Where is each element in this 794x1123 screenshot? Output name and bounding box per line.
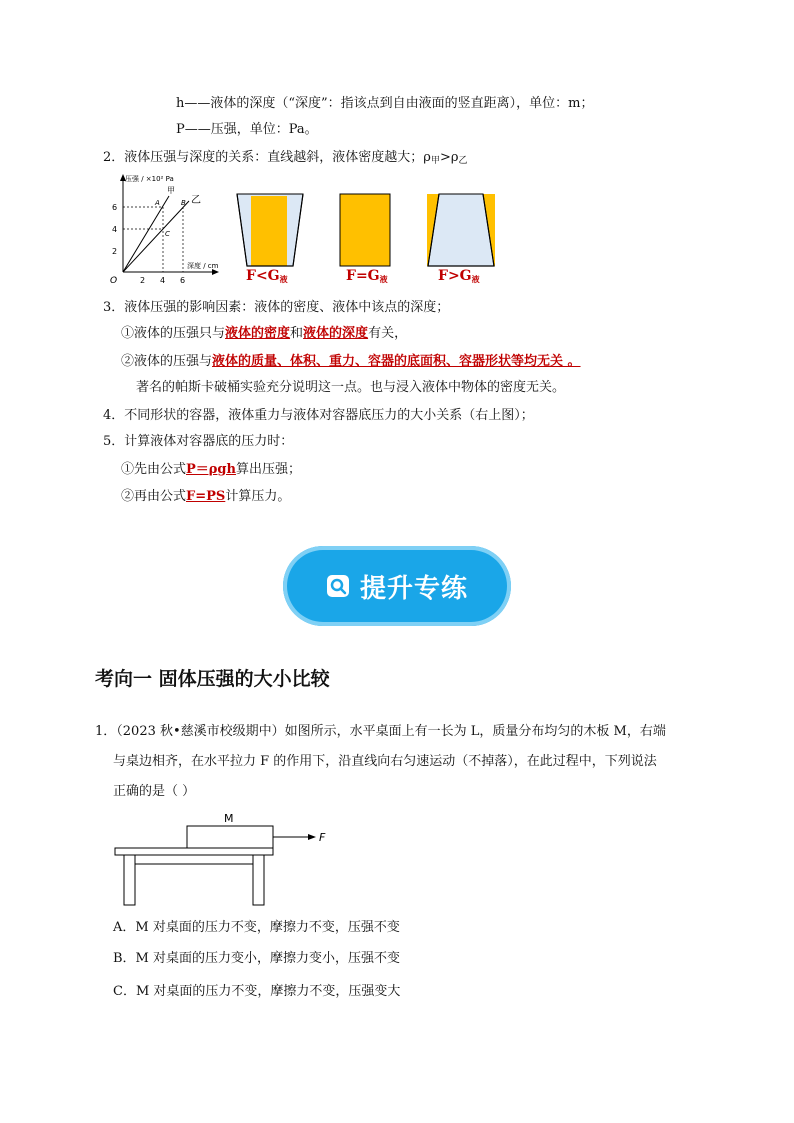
series-jia-line <box>123 196 169 272</box>
answer-density: 液体的密度 <box>225 326 291 341</box>
x-tick: 4 <box>160 276 166 285</box>
point-5-title: 5．计算液体对容器底的压力时： <box>103 434 294 449</box>
container-caption: $F<G_液$ <box>246 268 288 284</box>
pressure-depth-graph <box>105 172 220 287</box>
question-1-line-1: 1．（2023 秋•慈溪市校级期中）如图所示，水平桌面上有一长为 L，质量分布均匀的木板 M，右端 <box>95 724 666 739</box>
x-axis-label: 深度 / cm <box>187 262 219 270</box>
point-3-line-2: ②液体的压强与液体的质量、体积、重力、容器的底面积、容器形状等均无关 。 <box>121 354 581 369</box>
h-definition: h——液体的深度（“深度”：指该点到自由液面的竖直距离），单位：m； <box>176 96 594 111</box>
origin-label: O <box>110 276 118 286</box>
point-b-label: B <box>181 199 186 207</box>
container-wide-top <box>236 192 304 268</box>
point-a-label: A <box>155 199 160 207</box>
y-tick: 2 <box>112 247 118 256</box>
series-yi-label: 乙 <box>191 195 201 206</box>
point-c-label: C <box>165 230 170 238</box>
y-tick: 4 <box>112 225 118 234</box>
practice-banner <box>283 546 511 626</box>
search-icon <box>326 574 350 598</box>
banner-label: 提升专练 <box>359 573 468 604</box>
force-label: F <box>319 831 326 844</box>
point-2-text: 2．液体压强与深度的关系：直线越斜，液体密度越大；$\rho_甲>\rho_乙$ <box>103 150 468 166</box>
series-yi-line <box>123 201 189 272</box>
board-label: M <box>224 812 234 825</box>
point-3-title: 3．液体压强的影响因素：液体的密度、液体中该点的深度； <box>103 300 450 315</box>
container-wide-bottom <box>426 192 496 268</box>
y-axis-label: 压强 / ×10² Pa <box>125 175 174 183</box>
point-3-line-1: ①液体的压强只与液体的密度和液体的深度有关， <box>121 326 408 341</box>
answer-depth: 液体的深度 <box>303 326 369 341</box>
container-caption: $F=G_液$ <box>346 268 388 284</box>
container-caption: $F>G_液$ <box>438 268 480 284</box>
table-board-figure <box>112 810 342 910</box>
y-tick: 6 <box>112 203 118 212</box>
answer-force-formula: F=PS <box>186 489 226 504</box>
p-definition: P——压强，单位：Pa。 <box>176 122 318 137</box>
option-a[interactable]: A．M 对桌面的压力不变，摩擦力不变，压强不变 <box>113 920 400 935</box>
option-b[interactable]: B．M 对桌面的压力变小，摩擦力变小，压强不变 <box>113 951 400 966</box>
option-c[interactable]: C．M 对桌面的压力不变，摩擦力不变，压强变大 <box>113 984 401 999</box>
container-straight <box>339 192 391 268</box>
series-jia-label: 甲 <box>167 186 175 195</box>
x-tick: 6 <box>180 276 186 285</box>
section-heading: 考向一 固体压强的大小比较 <box>95 668 330 690</box>
question-1-line-2: 与桌边相齐，在水平拉力 F 的作用下，沿直线向右匀速运动（不掉落），在此过程中，下列说法 <box>113 754 657 769</box>
point-5-line-1: ①先由公式P＝ρgh算出压强； <box>121 462 301 477</box>
point-4-text: 4．不同形状的容器，液体重力与液体对容器底压力的大小关系（右上图）； <box>103 408 534 423</box>
x-tick: 2 <box>140 276 146 285</box>
answer-irrelevant-factors: 液体的质量、体积、重力、容器的底面积、容器形状等均无关 。 <box>212 354 581 369</box>
question-1-line-3: 正确的是（ ） <box>113 784 196 799</box>
point-5-line-2: ②再由公式F=PS计算压力。 <box>121 489 291 504</box>
answer-pressure-formula: P＝ρgh <box>186 462 236 477</box>
point-3-line-3: 著名的帕斯卡破桶实验充分说明这一点。也与浸入液体中物体的密度无关。 <box>136 380 566 395</box>
